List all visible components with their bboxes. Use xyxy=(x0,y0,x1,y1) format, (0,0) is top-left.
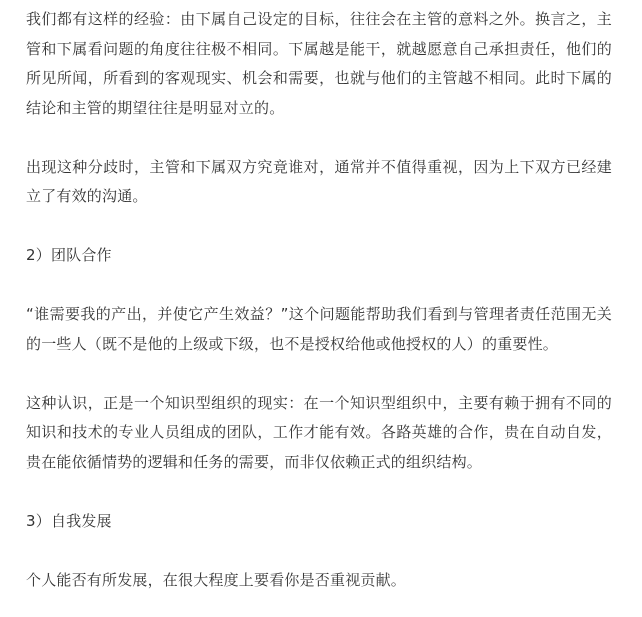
paragraph-spacer xyxy=(26,359,612,389)
paragraph-disagreement: 出现这种分歧时，主管和下属双方究竟谁对，通常并不值得重视，因为上下双方已经建立了有效的沟通。 xyxy=(26,157,612,205)
paragraph-knowledge-organization: 这种认识，正是一个知识型组织的现实：在一个知识型组织中，主要有赖于拥有不同的知识和技术的专业人员组成的团队，工作才能有效。各路英雄的合作，贵在自动自发，贵在能依循情势的逻辑和任务的需要，而非仅依赖正式的组织结构。 xyxy=(26,393,612,471)
paragraph-spacer xyxy=(26,123,612,153)
article-body xyxy=(26,5,612,595)
section-heading-self-development: 3）自我发展 xyxy=(26,511,112,530)
paragraph-spacer xyxy=(26,477,612,507)
paragraph-spacer xyxy=(26,271,612,301)
paragraph-who-needs-output: “谁需要我的产出，并使它产生效益？”这个问题能帮助我们看到与管理者责任范围无关的一些人（既不是他的上级或下级，也不是授权给他或他授权的人）的重要性。 xyxy=(26,305,612,353)
paragraph-goal-expectations: 我们都有这样的经验：由下属自己设定的目标，往往会在主管的意料之外。换言之，主管和下属看问题的角度往往极不相同。下属越是能干，就越愿意自己承担责任，他们的所见所闻，所看到的客观现实、机会和需要，也就与他们的主管越不相同。此时下属的结论和主管的期望往往是明显对立的。 xyxy=(26,10,612,117)
paragraph-spacer xyxy=(26,212,612,242)
section-heading-teamwork: 2）团队合作 xyxy=(26,246,112,264)
paragraph-spacer xyxy=(26,536,612,566)
paragraph-contribution: 个人能否有所发展，在很大程度上要看你是否重视贡献。 xyxy=(26,570,407,589)
